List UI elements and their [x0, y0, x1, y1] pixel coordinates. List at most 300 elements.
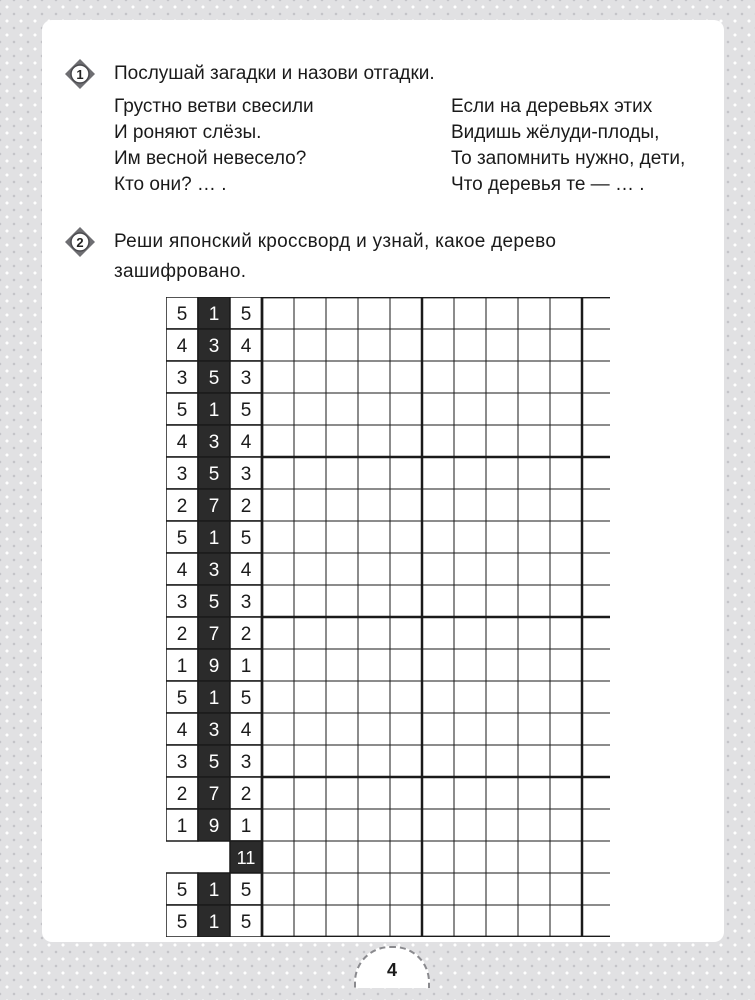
crossword-row	[166, 745, 610, 777]
answer-cell[interactable]	[550, 521, 582, 553]
answer-cell[interactable]	[326, 713, 358, 745]
answer-cell[interactable]	[550, 745, 582, 777]
answer-cell[interactable]	[486, 905, 518, 937]
answer-cell[interactable]	[454, 489, 486, 521]
answer-cell[interactable]	[518, 553, 550, 585]
answer-cell[interactable]	[486, 617, 518, 649]
answer-cell[interactable]	[422, 521, 454, 553]
answer-cell[interactable]	[390, 905, 422, 937]
answer-cell[interactable]	[358, 649, 390, 681]
answer-cell[interactable]	[454, 553, 486, 585]
answer-cell[interactable]	[518, 329, 550, 361]
clue-number: 9	[208, 656, 220, 677]
answer-cell[interactable]	[422, 489, 454, 521]
answer-cell[interactable]	[262, 681, 294, 713]
answer-cell[interactable]	[486, 329, 518, 361]
clue-number: 1	[176, 656, 188, 677]
answer-cell[interactable]	[262, 713, 294, 745]
answer-cell[interactable]	[326, 617, 358, 649]
answer-cell[interactable]	[262, 745, 294, 777]
clue-number: 1	[208, 400, 220, 421]
answer-cell[interactable]	[518, 841, 550, 873]
answer-cell[interactable]	[518, 425, 550, 457]
crossword-row	[166, 457, 610, 489]
answer-cell[interactable]	[422, 393, 454, 425]
riddle-line: Что деревья те — … .	[451, 174, 645, 195]
clue-number: 5	[208, 592, 220, 613]
crossword-row	[166, 297, 610, 329]
answer-cell[interactable]	[422, 329, 454, 361]
answer-cell[interactable]	[294, 425, 326, 457]
answer-cell[interactable]	[518, 297, 550, 329]
answer-cell[interactable]	[582, 297, 610, 329]
answer-cell[interactable]	[550, 809, 582, 841]
answer-cell[interactable]	[486, 457, 518, 489]
answer-cell[interactable]	[326, 393, 358, 425]
answer-cell[interactable]	[422, 425, 454, 457]
answer-cell[interactable]	[454, 649, 486, 681]
task-1-number-badge	[64, 58, 96, 90]
answer-cell[interactable]	[518, 393, 550, 425]
answer-cell[interactable]	[454, 777, 486, 809]
clue-number: 2	[240, 784, 252, 805]
answer-cell[interactable]	[422, 297, 454, 329]
answer-cell[interactable]	[422, 361, 454, 393]
answer-cell[interactable]	[262, 841, 294, 873]
answer-cell[interactable]	[582, 905, 610, 937]
clue-number: 1	[176, 816, 188, 837]
answer-cell[interactable]	[486, 713, 518, 745]
clue-number: 5	[176, 400, 188, 421]
riddle-line: Видишь жёлуди-плоды,	[451, 122, 660, 143]
page-number-tab	[354, 946, 430, 988]
answer-cell[interactable]	[486, 841, 518, 873]
answer-cell[interactable]	[582, 425, 610, 457]
answer-cell[interactable]	[326, 681, 358, 713]
answer-cell[interactable]	[486, 489, 518, 521]
clue-number: 2	[176, 496, 188, 517]
answer-cell[interactable]	[358, 905, 390, 937]
answer-cell[interactable]	[262, 809, 294, 841]
answer-cell[interactable]	[262, 873, 294, 905]
answer-cell[interactable]	[550, 457, 582, 489]
answer-cell[interactable]	[262, 329, 294, 361]
riddle-line: Если на деревьях этих	[451, 96, 653, 117]
answer-cell[interactable]	[294, 649, 326, 681]
clue-number: 3	[240, 464, 252, 485]
answer-cell[interactable]	[326, 841, 358, 873]
answer-cell[interactable]	[326, 873, 358, 905]
answer-cell[interactable]	[358, 809, 390, 841]
clue-number: 7	[208, 784, 220, 805]
answer-cell[interactable]	[262, 489, 294, 521]
answer-cell[interactable]	[358, 425, 390, 457]
crossword-row	[166, 521, 610, 553]
clue-number: 3	[240, 592, 252, 613]
clue-number: 4	[176, 560, 188, 581]
answer-cell[interactable]	[550, 361, 582, 393]
answer-cell[interactable]	[486, 809, 518, 841]
task-badge-icon	[64, 58, 96, 90]
answer-cell[interactable]	[262, 905, 294, 937]
clue-number: 5	[176, 912, 188, 933]
answer-cell[interactable]	[358, 457, 390, 489]
clue-number: 7	[208, 624, 220, 645]
task-1-instruction: Послушай загадки и назови отгадки.	[114, 63, 435, 84]
answer-cell[interactable]	[294, 521, 326, 553]
answer-cell[interactable]	[294, 361, 326, 393]
answer-cell[interactable]	[326, 457, 358, 489]
clue-number: 3	[240, 752, 252, 773]
answer-cell[interactable]	[358, 297, 390, 329]
answer-cell[interactable]	[454, 905, 486, 937]
answer-cell[interactable]	[294, 329, 326, 361]
answer-cell[interactable]	[550, 841, 582, 873]
answer-cell[interactable]	[582, 809, 610, 841]
answer-cell[interactable]	[422, 809, 454, 841]
clue-number: 3	[208, 720, 220, 741]
answer-cell[interactable]	[518, 681, 550, 713]
answer-cell[interactable]	[358, 521, 390, 553]
answer-cell[interactable]	[262, 361, 294, 393]
answer-cell[interactable]	[422, 841, 454, 873]
crossword-row	[166, 425, 610, 457]
answer-cell[interactable]	[582, 329, 610, 361]
clue-number: 4	[240, 560, 252, 581]
answer-cell[interactable]	[518, 649, 550, 681]
answer-cell[interactable]	[358, 329, 390, 361]
answer-cell[interactable]	[326, 329, 358, 361]
clue-number: 1	[208, 688, 220, 709]
answer-cell[interactable]	[454, 745, 486, 777]
answer-cell[interactable]	[550, 553, 582, 585]
clue-number: 2	[240, 496, 252, 517]
clue-number: 4	[176, 720, 188, 741]
clue-number: 5	[208, 464, 220, 485]
crossword-row	[230, 841, 610, 873]
answer-cell[interactable]	[518, 489, 550, 521]
clue-number: 2	[176, 784, 188, 805]
answer-cell[interactable]	[454, 585, 486, 617]
clue-number: 4	[176, 336, 188, 357]
answer-cell[interactable]	[582, 457, 610, 489]
answer-cell[interactable]	[454, 393, 486, 425]
answer-cell[interactable]	[518, 777, 550, 809]
answer-cell[interactable]	[294, 841, 326, 873]
crossword-row	[166, 617, 610, 649]
answer-cell[interactable]	[294, 873, 326, 905]
answer-cell[interactable]	[358, 489, 390, 521]
answer-cell[interactable]	[486, 649, 518, 681]
answer-cell[interactable]	[486, 425, 518, 457]
answer-cell[interactable]	[390, 809, 422, 841]
clue-number: 3	[176, 592, 188, 613]
answer-cell[interactable]	[550, 777, 582, 809]
answer-cell[interactable]	[454, 361, 486, 393]
answer-cell[interactable]	[518, 745, 550, 777]
answer-cell[interactable]	[582, 617, 610, 649]
answer-cell[interactable]	[454, 713, 486, 745]
answer-cell[interactable]	[358, 361, 390, 393]
clue-number: 5	[240, 912, 252, 933]
answer-cell[interactable]	[358, 873, 390, 905]
answer-cell[interactable]	[390, 841, 422, 873]
answer-cell[interactable]	[550, 329, 582, 361]
answer-cell[interactable]	[422, 713, 454, 745]
answer-cell[interactable]	[262, 457, 294, 489]
answer-cell[interactable]	[326, 521, 358, 553]
clue-number: 4	[176, 432, 188, 453]
answer-cell[interactable]	[550, 617, 582, 649]
answer-cell[interactable]	[294, 681, 326, 713]
answer-cell[interactable]	[582, 649, 610, 681]
answer-cell[interactable]	[326, 297, 358, 329]
answer-cell[interactable]	[326, 905, 358, 937]
answer-cell[interactable]	[582, 553, 610, 585]
crossword-row	[166, 649, 610, 681]
answer-cell[interactable]	[454, 297, 486, 329]
answer-cell[interactable]	[550, 649, 582, 681]
answer-cell[interactable]	[294, 585, 326, 617]
answer-cell[interactable]	[486, 361, 518, 393]
crossword-row	[166, 361, 610, 393]
answer-cell[interactable]	[422, 649, 454, 681]
crossword-row	[166, 905, 610, 937]
clue-number: 4	[240, 336, 252, 357]
answer-cell[interactable]	[518, 457, 550, 489]
clue-number: 5	[208, 752, 220, 773]
riddle-line: Им весной невесело?	[114, 148, 307, 169]
clue-number: 5	[176, 304, 188, 325]
answer-cell[interactable]	[390, 393, 422, 425]
answer-cell[interactable]	[390, 617, 422, 649]
answer-cell[interactable]	[326, 809, 358, 841]
answer-cell[interactable]	[518, 361, 550, 393]
crossword-row	[166, 809, 610, 841]
answer-cell[interactable]	[294, 905, 326, 937]
answer-cell[interactable]	[390, 873, 422, 905]
answer-cell[interactable]	[326, 745, 358, 777]
answer-cell[interactable]	[294, 297, 326, 329]
answer-cell[interactable]	[358, 553, 390, 585]
clue-number: 3	[176, 464, 188, 485]
answer-cell[interactable]	[422, 777, 454, 809]
answer-cell[interactable]	[390, 425, 422, 457]
answer-cell[interactable]	[358, 681, 390, 713]
riddle-right	[451, 94, 685, 198]
answer-cell[interactable]	[422, 553, 454, 585]
answer-cell[interactable]	[326, 489, 358, 521]
answer-cell[interactable]	[454, 521, 486, 553]
answer-cell[interactable]	[518, 521, 550, 553]
clue-number: 1	[240, 816, 252, 837]
answer-cell[interactable]	[294, 713, 326, 745]
crossword-row	[166, 681, 610, 713]
answer-cell[interactable]	[262, 777, 294, 809]
answer-cell[interactable]	[582, 361, 610, 393]
answer-cell[interactable]	[582, 745, 610, 777]
answer-cell[interactable]	[262, 553, 294, 585]
answer-cell[interactable]	[294, 457, 326, 489]
answer-cell[interactable]	[550, 873, 582, 905]
answer-cell[interactable]	[294, 745, 326, 777]
answer-cell[interactable]	[262, 297, 294, 329]
clue-number: 3	[208, 336, 220, 357]
answer-cell[interactable]	[582, 713, 610, 745]
answer-cell[interactable]	[294, 809, 326, 841]
answer-cell[interactable]	[358, 713, 390, 745]
answer-cell[interactable]	[454, 617, 486, 649]
answer-cell[interactable]	[486, 777, 518, 809]
answer-cell[interactable]	[422, 873, 454, 905]
answer-cell[interactable]	[326, 553, 358, 585]
answer-cell[interactable]	[326, 585, 358, 617]
clue-number: 3	[176, 752, 188, 773]
clue-number: 5	[176, 528, 188, 549]
answer-cell[interactable]	[550, 297, 582, 329]
answer-cell[interactable]	[454, 841, 486, 873]
answer-cell[interactable]	[518, 713, 550, 745]
crossword-row	[166, 777, 610, 809]
answer-cell[interactable]	[550, 489, 582, 521]
answer-cell[interactable]	[326, 649, 358, 681]
answer-cell[interactable]	[358, 745, 390, 777]
answer-cell[interactable]	[582, 585, 610, 617]
answer-cell[interactable]	[582, 841, 610, 873]
clue-number: 1	[240, 656, 252, 677]
answer-cell[interactable]	[262, 425, 294, 457]
answer-cell[interactable]	[294, 489, 326, 521]
answer-cell[interactable]	[454, 425, 486, 457]
riddle-line: Кто они? … .	[114, 174, 227, 195]
answer-cell[interactable]	[486, 585, 518, 617]
clue-number: 5	[176, 880, 188, 901]
answer-cell[interactable]	[518, 905, 550, 937]
answer-cell[interactable]	[518, 873, 550, 905]
answer-cell[interactable]	[390, 777, 422, 809]
answer-cell[interactable]	[390, 329, 422, 361]
clue-number: 1	[208, 912, 220, 933]
answer-cell[interactable]	[390, 361, 422, 393]
task-2-instruction: Реши японский кроссворд и узнай, какое дерево зашифровано.	[114, 231, 557, 282]
clue-number: 9	[208, 816, 220, 837]
answer-cell[interactable]	[390, 585, 422, 617]
answer-cell[interactable]	[486, 553, 518, 585]
answer-cell[interactable]	[262, 585, 294, 617]
answer-cell[interactable]	[390, 649, 422, 681]
answer-cell[interactable]	[422, 745, 454, 777]
crossword-row	[166, 553, 610, 585]
answer-cell[interactable]	[390, 745, 422, 777]
answer-cell[interactable]	[294, 393, 326, 425]
answer-cell[interactable]	[486, 873, 518, 905]
answer-cell[interactable]	[422, 617, 454, 649]
answer-cell[interactable]	[262, 649, 294, 681]
answer-cell[interactable]	[550, 681, 582, 713]
clue-number: 5	[208, 368, 220, 389]
answer-cell[interactable]	[582, 873, 610, 905]
answer-cell[interactable]	[326, 425, 358, 457]
answer-cell[interactable]	[454, 873, 486, 905]
answer-cell[interactable]	[550, 713, 582, 745]
answer-cell[interactable]	[550, 393, 582, 425]
answer-cell[interactable]	[390, 713, 422, 745]
riddle-left	[114, 94, 314, 198]
answer-cell[interactable]	[486, 297, 518, 329]
answer-cell[interactable]	[454, 329, 486, 361]
task-2-number-badge	[64, 226, 96, 258]
clue-number: 1	[208, 880, 220, 901]
page-number: 4	[386, 959, 397, 980]
crossword-row	[166, 873, 610, 905]
answer-cell[interactable]	[390, 681, 422, 713]
clue-number: 5	[240, 528, 252, 549]
answer-cell[interactable]	[422, 681, 454, 713]
answer-cell[interactable]	[582, 777, 610, 809]
clue-number: 2	[176, 624, 188, 645]
answer-cell[interactable]	[454, 457, 486, 489]
riddle-line: Грустно ветви свесили	[114, 96, 314, 117]
answer-cell[interactable]	[390, 297, 422, 329]
answer-cell[interactable]	[454, 809, 486, 841]
answer-cell[interactable]	[390, 553, 422, 585]
answer-cell[interactable]	[358, 617, 390, 649]
answer-cell[interactable]	[262, 617, 294, 649]
answer-cell[interactable]	[294, 777, 326, 809]
answer-cell[interactable]	[550, 585, 582, 617]
answer-cell[interactable]	[358, 841, 390, 873]
riddle-line: То запомнить нужно, дети,	[451, 148, 686, 169]
answer-cell[interactable]	[294, 553, 326, 585]
answer-cell[interactable]	[390, 489, 422, 521]
answer-cell[interactable]	[422, 585, 454, 617]
answer-cell[interactable]	[358, 393, 390, 425]
answer-cell[interactable]	[518, 617, 550, 649]
answer-cell[interactable]	[326, 361, 358, 393]
answer-cell[interactable]	[486, 745, 518, 777]
answer-cell[interactable]	[582, 681, 610, 713]
answer-cell[interactable]	[582, 393, 610, 425]
answer-cell[interactable]	[422, 457, 454, 489]
answer-cell[interactable]	[582, 521, 610, 553]
answer-cell[interactable]	[390, 521, 422, 553]
answer-cell[interactable]	[262, 393, 294, 425]
answer-cell[interactable]	[454, 681, 486, 713]
answer-cell[interactable]	[518, 809, 550, 841]
clue-number: 7	[208, 496, 220, 517]
clue-number: 5	[176, 688, 188, 709]
crossword-row	[166, 713, 610, 745]
answer-cell[interactable]	[262, 521, 294, 553]
clue-number: 1	[208, 304, 220, 325]
task-badge-icon	[64, 226, 96, 258]
answer-cell[interactable]	[486, 393, 518, 425]
answer-cell[interactable]	[582, 489, 610, 521]
answer-cell[interactable]	[294, 617, 326, 649]
answer-cell[interactable]	[518, 585, 550, 617]
answer-cell[interactable]	[358, 777, 390, 809]
task-1-number: 1	[76, 67, 84, 82]
answer-cell[interactable]	[390, 457, 422, 489]
answer-cell[interactable]	[486, 521, 518, 553]
answer-cell[interactable]	[326, 777, 358, 809]
answer-cell[interactable]	[550, 425, 582, 457]
answer-cell[interactable]	[486, 681, 518, 713]
answer-cell[interactable]	[422, 905, 454, 937]
answer-cell[interactable]	[358, 585, 390, 617]
answer-cell[interactable]	[550, 905, 582, 937]
clue-number: 4	[240, 720, 252, 741]
